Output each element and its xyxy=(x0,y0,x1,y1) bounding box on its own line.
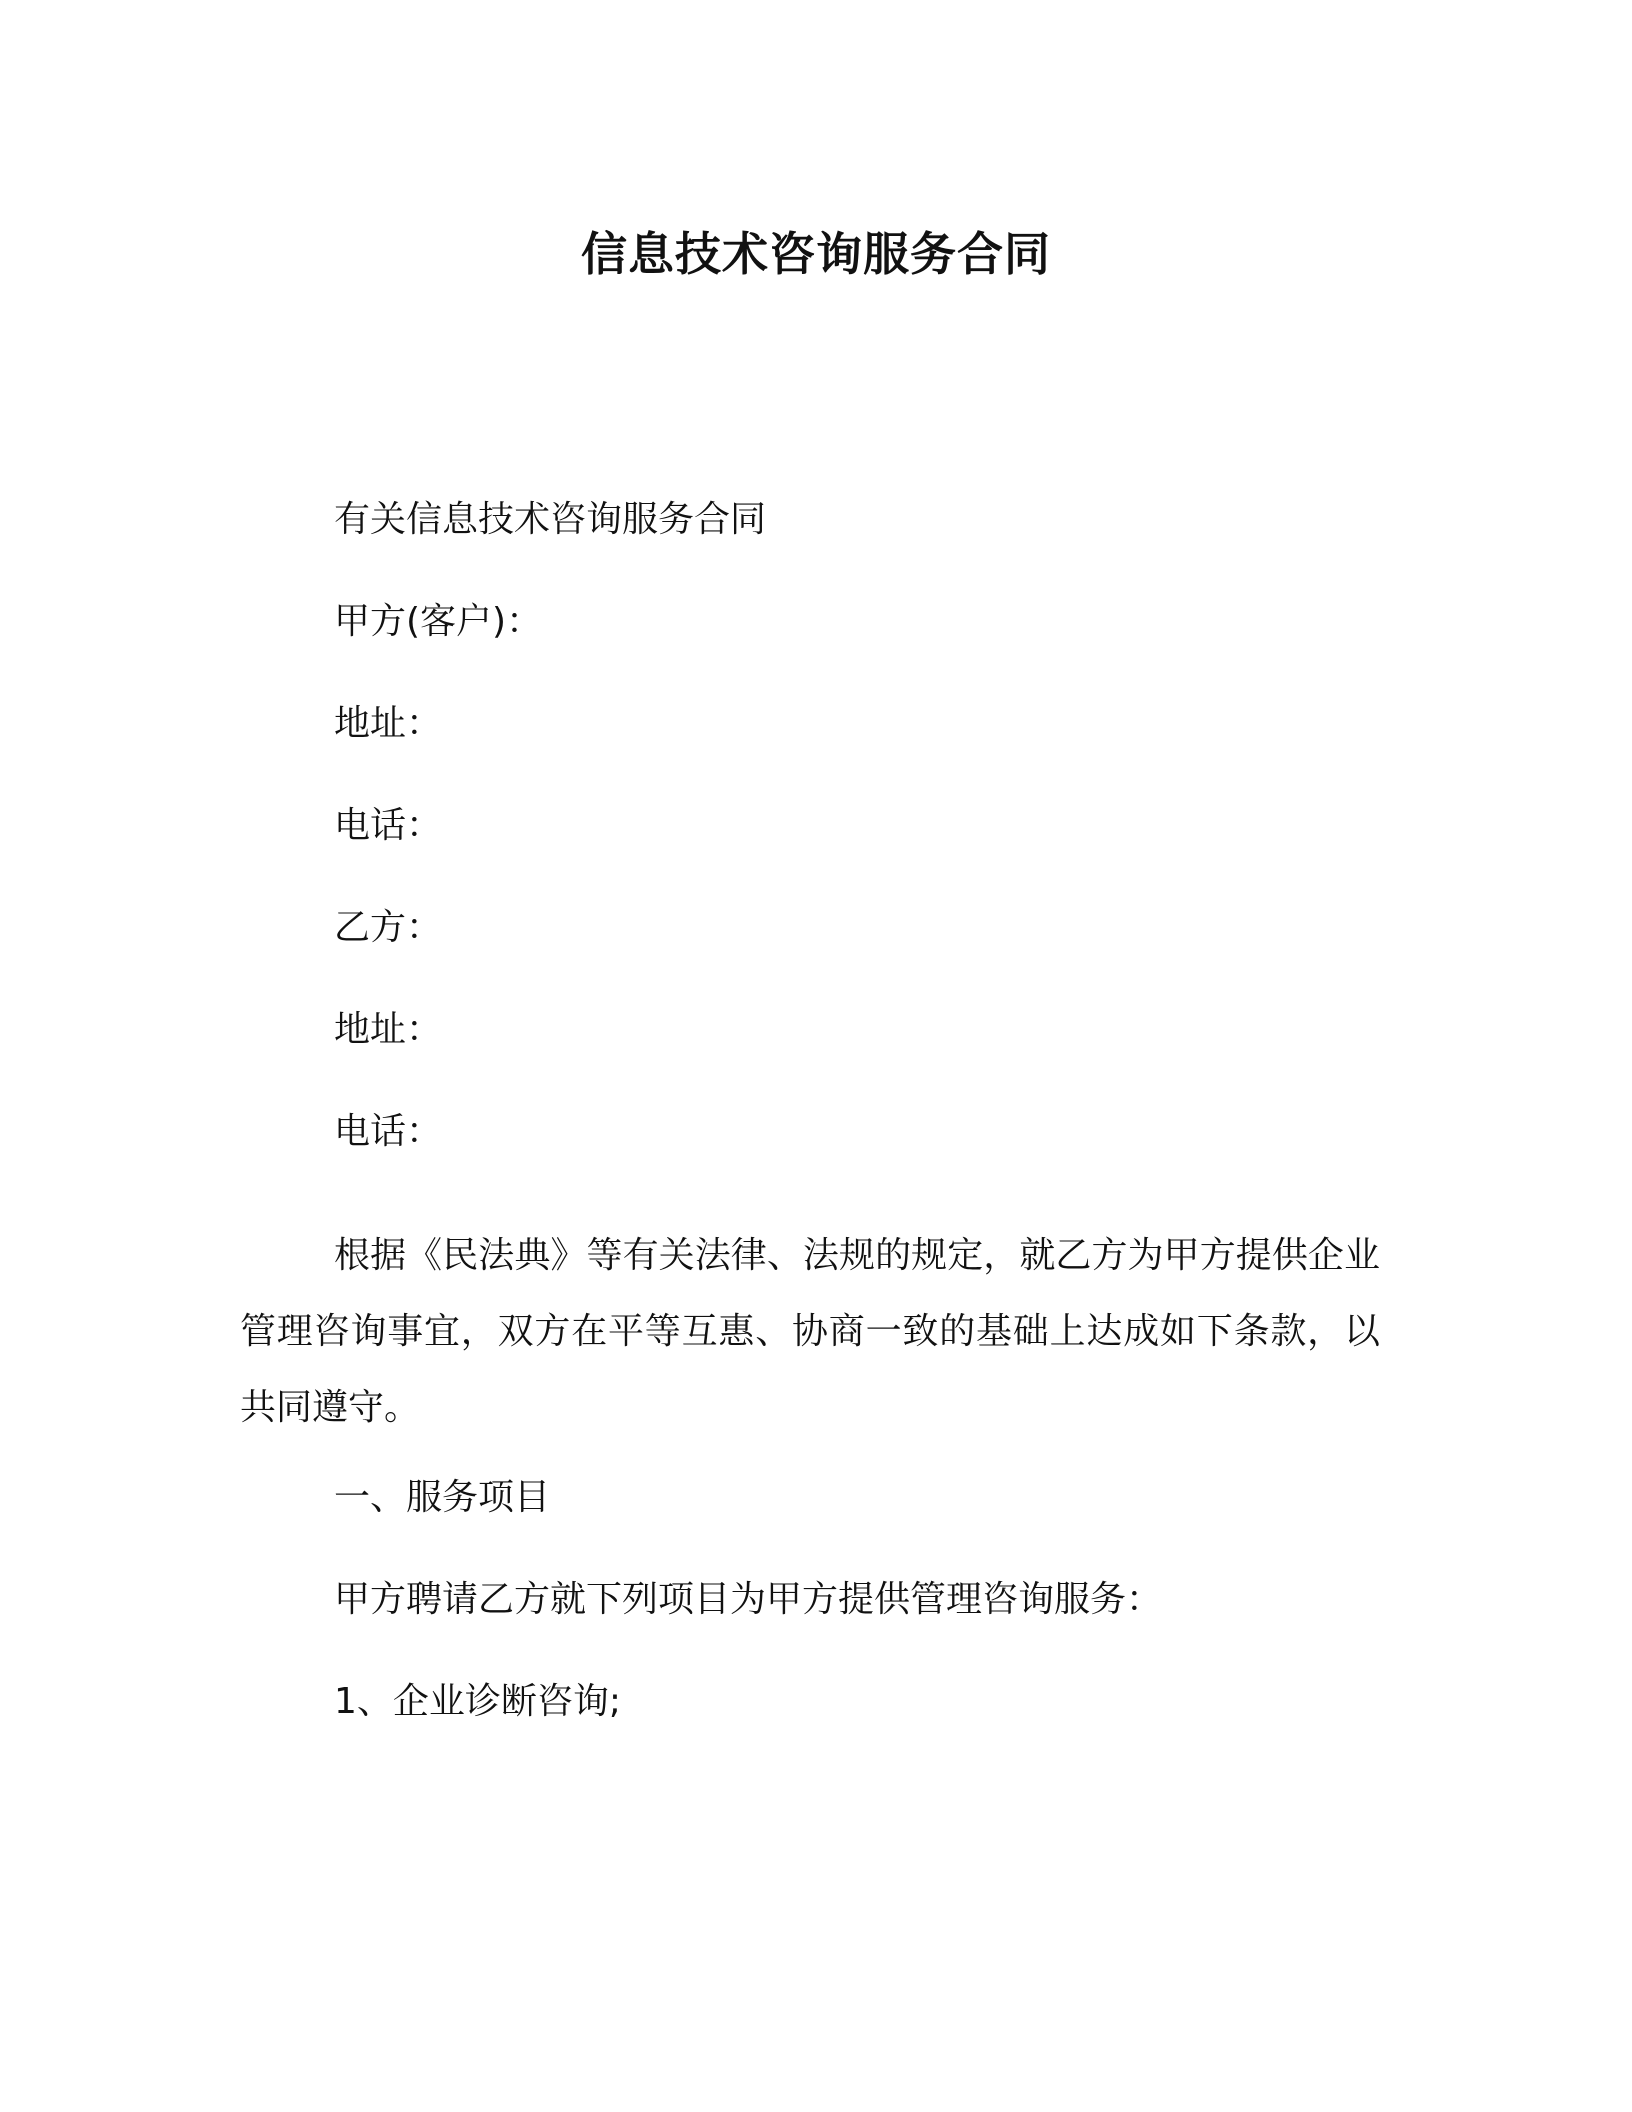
party-a-address-label: 地址： xyxy=(334,703,443,744)
party-a-label: 甲方(客户)： xyxy=(334,601,543,642)
party-b-phone-label: 电话： xyxy=(334,1111,443,1152)
party-b-address-label: 地址： xyxy=(334,1009,443,1050)
preamble-paragraph: 根据《民法典》等有关法律、法规的规定，就乙方为甲方提供企业管理咨询事宜，双方在平等互惠、协商一致的基础上达成如下条款，以共同遵守。 xyxy=(240,1235,1380,1428)
contract-subtitle: 有关信息技术咨询服务合同 xyxy=(334,499,767,540)
section-1-item-1: 1、企业诊断咨询; xyxy=(334,1681,622,1722)
document-title: 信息技术咨询服务合同 xyxy=(581,227,1051,281)
party-a-phone-label: 电话： xyxy=(334,805,443,846)
section-1-intro: 甲方聘请乙方就下列项目为甲方提供管理咨询服务： xyxy=(334,1579,1163,1620)
section-1-heading: 一、服务项目 xyxy=(334,1477,551,1518)
party-b-label: 乙方： xyxy=(334,907,443,948)
